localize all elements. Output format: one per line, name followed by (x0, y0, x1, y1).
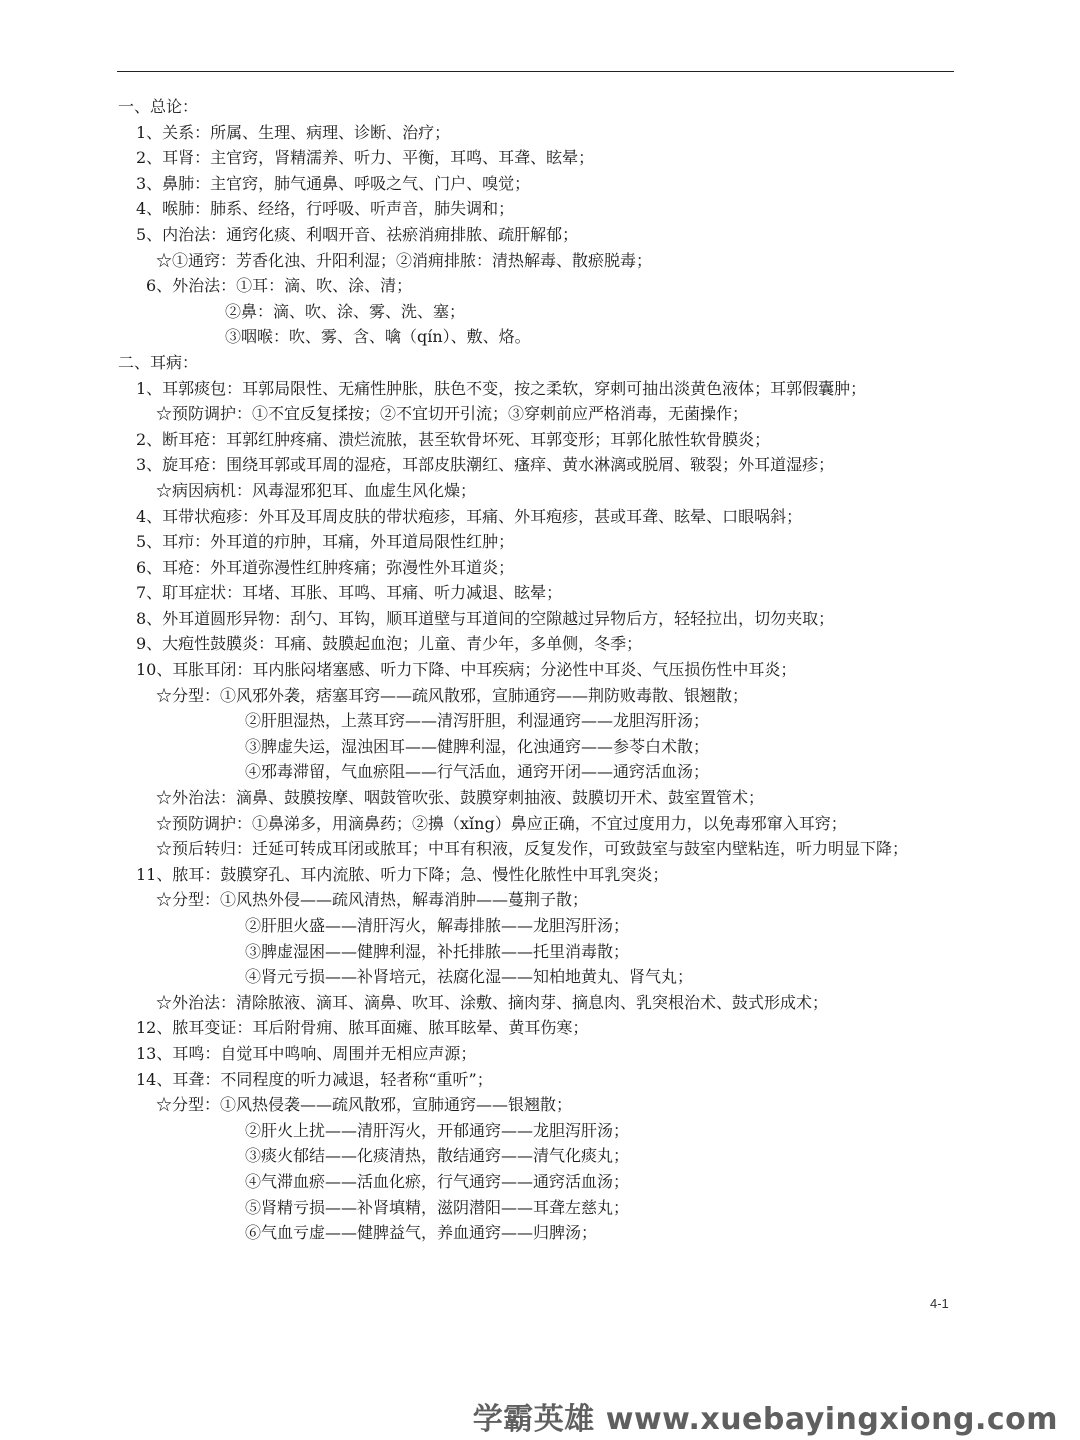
list-item: ②肝火上扰——清肝泻火，开郁通窍——龙胆泻肝汤； (245, 1120, 630, 1140)
list-item: ④气滞血瘀——活血化瘀，行气通窍——通窍活血汤； (245, 1171, 630, 1191)
section-heading: 一、总论： (118, 97, 199, 116)
list-item: 2、耳肾：主官窍，肾精濡养、听力、平衡，耳鸣、耳聋、眩晕； (136, 148, 595, 168)
list-item: ☆预防调护：①鼻涕多，用滴鼻药；②擤（xǐng）鼻应正确，不宜过度用力，以免毒邪窜入耳窍； (156, 813, 847, 833)
list-item: 13、耳鸣：自觉耳中鸣响、周围并无相应声源； (136, 1043, 477, 1063)
page-number: 4-1 (930, 1296, 949, 1311)
list-item: ☆病因病机：风毒湿邪犯耳、血虚生风化燥； (156, 480, 477, 500)
list-item: ③脾虚湿困——健脾利湿，补托排脓——托里消毒散； (245, 941, 630, 961)
list-item: ⑥气血亏虚——健脾益气，养血通窍——归脾汤； (245, 1223, 598, 1243)
list-item: 5、耳疖：外耳道的疖肿，耳痛，外耳道局限性红肿； (136, 532, 515, 552)
list-item: 11、脓耳：鼓膜穿孔、耳内流脓、听力下降；急、慢性化脓性中耳乳突炎； (136, 864, 669, 884)
list-item: 12、脓耳变证：耳后附骨痈、脓耳面瘫、脓耳眩晕、黄耳伤寒； (136, 1018, 589, 1038)
list-item: ☆外治法：滴鼻、鼓膜按摩、咽鼓管吹张、鼓膜穿刺抽液、鼓膜切开术、鼓室置管术； (156, 788, 765, 808)
list-item: ②肝胆火盛——清肝泻火，解毒排脓——龙胆泻肝汤； (245, 916, 630, 935)
document-body (118, 94, 1018, 1246)
list-item: 6、外治法：①耳：滴、吹、涂、清； (146, 276, 413, 296)
list-item: ④邪毒滞留，气血瘀阻——行气活血，通窍开闭——通窍活血汤； (245, 762, 710, 782)
list-item: ②鼻：滴、吹、涂、雾、洗、塞； (225, 301, 466, 321)
list-item: ☆分型：①风热外侵——疏风清热，解毒消肿——蔓荆子散； (156, 890, 589, 910)
list-item: ☆外治法：清除脓液、滴耳、滴鼻、吹耳、涂敷、摘肉芽、摘息肉、乳突根治术、鼓式形成术； (156, 992, 829, 1012)
list-item: ③咽喉：吹、雾、含、噙（qín）、敷、烙。 (225, 327, 531, 347)
list-item: 10、耳胀耳闭：耳内胀闷堵塞感、听力下降、中耳疾病；分泌性中耳炎、气压损伤性中耳炎； (136, 660, 797, 680)
list-item: 8、外耳道圆形异物：刮勺、耳钩，顺耳道壁与耳道间的空隙越过异物后方，轻轻拉出，切勿夹取； (136, 608, 835, 628)
site-watermark: 学霸英雄 www.xuebayingxiong.com (472, 1402, 1058, 1437)
list-item: ☆分型：①风邪外袭，痞塞耳窍——疏风散邪，宣肺通窍——荆防败毒散、银翘散； (156, 685, 749, 705)
list-item: 1、耳郭痰包：耳郭局限性、无痛性肿胀，肤色不变，按之柔软，穿刺可抽出淡黄色液体；耳郭假囊肿； (136, 378, 867, 398)
list-item: 3、旋耳疮：围绕耳郭或耳周的湿疮，耳部皮肤潮红、瘙痒、黄水淋漓或脱屑、皲裂；外耳道湿疹； (136, 455, 835, 475)
list-item: 5、内治法：通窍化痰、利咽开音、祛瘀消痈排脓、疏肝解郁； (136, 224, 579, 244)
section-heading: 二、耳病： (118, 352, 199, 372)
header-rule (117, 71, 954, 72)
list-item: ④肾元亏损——补肾培元，祛腐化湿——知柏地黄丸、肾气丸； (245, 967, 694, 987)
list-item: ②肝胆湿热，上蒸耳窍——清泻肝胆，利湿通窍——龙胆泻肝汤； (245, 711, 710, 731)
list-item: ③脾虚失运，湿浊困耳——健脾利湿，化浊通窍——参苓白术散； (245, 736, 710, 756)
list-item: 4、喉肺：肺系、经络，行呼吸、听声音，肺失调和； (136, 199, 515, 219)
list-item: 4、耳带状疱疹：外耳及耳周皮肤的带状疱疹，耳痛、外耳疱疹，甚或耳聋、眩晕、口眼㖞斜； (136, 506, 803, 526)
list-item: 3、鼻肺：主官窍，肺气通鼻、呼吸之气、门户、嗅觉； (136, 173, 531, 193)
list-item: ☆①通窍：芳香化浊、升阳利湿；②消痈排脓：清热解毒、散瘀脱毒； (156, 250, 653, 270)
list-item: 1、关系：所属、生理、病理、诊断、治疗； (136, 122, 451, 142)
list-item: 9、大疱性鼓膜炎：耳痛、鼓膜起血泡；儿童、青少年，多单侧，冬季； (136, 634, 643, 654)
list-item: ☆分型：①风热侵袭——疏风散邪，宣肺通窍——银翘散； (156, 1095, 573, 1115)
list-item: 6、耳疮：外耳道弥漫性红肿疼痛；弥漫性外耳道炎； (136, 557, 515, 577)
list-item: 14、耳聋：不同程度的听力减退，轻者称“重听”； (136, 1069, 493, 1089)
list-item: ⑤肾精亏损——补肾填精，滋阴潜阳——耳聋左慈丸； (245, 1197, 630, 1217)
list-item: 7、耵耳症状：耳堵、耳胀、耳鸣、耳痛、听力减退、眩晕； (136, 583, 563, 603)
list-item: 2、断耳疮：耳郭红肿疼痛、溃烂流脓，甚至软骨坏死、耳郭变形；耳郭化脓性软骨膜炎； (136, 429, 771, 449)
list-item: ☆预后转归：迁延可转成耳闭或脓耳；中耳有积液，反复发作，可致鼓室与鼓室内壁粘连，听力明显下降； (156, 839, 909, 859)
list-item: ③痰火郁结——化痰清热，散结通窍——清气化痰丸； (245, 1146, 630, 1166)
list-item: ☆预防调护：①不宜反复揉按；②不宜切开引流；③穿刺前应严格消毒，无菌操作； (156, 404, 749, 424)
